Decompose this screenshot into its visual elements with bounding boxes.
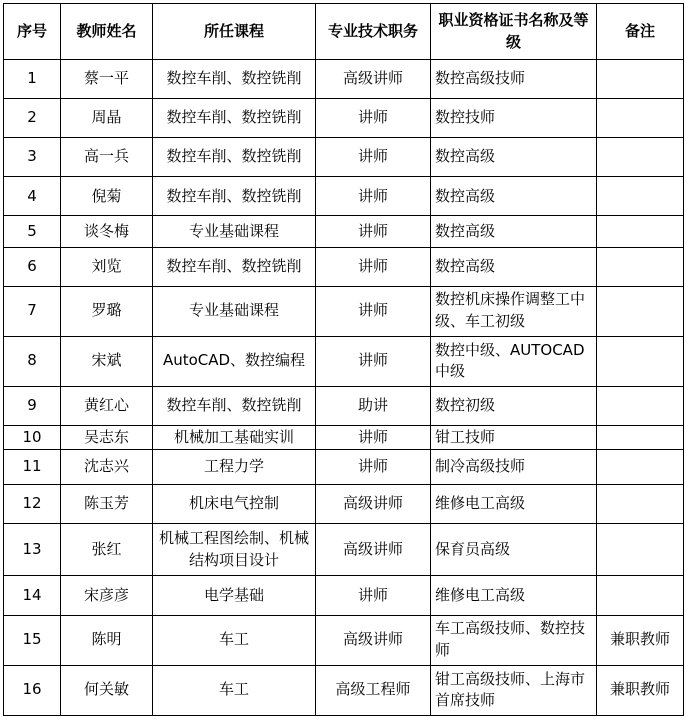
row-name: 高一兵 bbox=[61, 138, 153, 177]
table-row bbox=[4, 426, 684, 450]
row-title: 讲师 bbox=[316, 576, 431, 615]
row-title: 高级讲师 bbox=[316, 524, 431, 576]
table-row bbox=[4, 576, 684, 615]
row-no: 2 bbox=[4, 99, 61, 138]
table-row bbox=[4, 485, 684, 524]
row-no: 3 bbox=[4, 138, 61, 177]
row-course: 数控车削、数控铣削 bbox=[153, 247, 316, 286]
row-remark bbox=[597, 60, 684, 99]
table-row bbox=[4, 336, 684, 386]
row-cert: 保育员高级 bbox=[431, 524, 597, 576]
row-course: 机械工程图绘制、机械结构项目设计 bbox=[153, 524, 316, 576]
row-title: 高级讲师 bbox=[316, 615, 431, 665]
row-no: 4 bbox=[4, 177, 61, 216]
row-course: 工程力学 bbox=[153, 450, 316, 485]
row-remark: 兼职教师 bbox=[597, 615, 684, 665]
row-no: 11 bbox=[4, 450, 61, 485]
row-cert: 车工高级技师、数控技师 bbox=[431, 615, 597, 665]
row-title: 讲师 bbox=[316, 247, 431, 286]
row-title: 讲师 bbox=[316, 138, 431, 177]
table-row bbox=[4, 524, 684, 576]
row-name: 宋彦彦 bbox=[61, 576, 153, 615]
row-title: 助讲 bbox=[316, 386, 431, 425]
row-course: 数控车削、数控铣削 bbox=[153, 60, 316, 99]
row-remark bbox=[597, 485, 684, 524]
row-no: 15 bbox=[4, 615, 61, 665]
table-row bbox=[4, 247, 684, 286]
row-no: 9 bbox=[4, 386, 61, 425]
row-name: 刘览 bbox=[61, 247, 153, 286]
header-course: 所任课程 bbox=[153, 4, 316, 60]
row-course: 车工 bbox=[153, 615, 316, 665]
row-cert: 数控技师 bbox=[431, 99, 597, 138]
row-name: 沈志兴 bbox=[61, 450, 153, 485]
row-name: 陈玉芳 bbox=[61, 485, 153, 524]
row-title: 讲师 bbox=[316, 426, 431, 450]
row-course: 电学基础 bbox=[153, 576, 316, 615]
row-no: 5 bbox=[4, 216, 61, 247]
row-cert: 数控中级、AUTOCAD中级 bbox=[431, 336, 597, 386]
header-cert: 职业资格证书名称及等级 bbox=[431, 4, 597, 60]
row-no: 1 bbox=[4, 60, 61, 99]
row-name: 黄红心 bbox=[61, 386, 153, 425]
row-cert: 数控高级 bbox=[431, 216, 597, 247]
table-row bbox=[4, 450, 684, 485]
row-course: 机械加工基础实训 bbox=[153, 426, 316, 450]
row-cert: 数控高级 bbox=[431, 138, 597, 177]
row-no: 6 bbox=[4, 247, 61, 286]
header-no: 序号 bbox=[4, 4, 61, 60]
row-cert: 钳工高级技师、上海市首席技师 bbox=[431, 665, 597, 715]
table-row bbox=[4, 177, 684, 216]
row-no: 7 bbox=[4, 286, 61, 336]
row-name: 蔡一平 bbox=[61, 60, 153, 99]
row-remark bbox=[597, 247, 684, 286]
row-remark bbox=[597, 524, 684, 576]
row-title: 讲师 bbox=[316, 216, 431, 247]
row-course: 数控车削、数控铣削 bbox=[153, 99, 316, 138]
row-title: 高级讲师 bbox=[316, 60, 431, 99]
row-course: 数控车削、数控铣削 bbox=[153, 386, 316, 425]
row-no: 10 bbox=[4, 426, 61, 450]
header-name: 教师姓名 bbox=[61, 4, 153, 60]
table-row bbox=[4, 99, 684, 138]
row-course: 专业基础课程 bbox=[153, 286, 316, 336]
row-remark bbox=[597, 386, 684, 425]
row-cert: 维修电工高级 bbox=[431, 576, 597, 615]
header-row bbox=[4, 4, 684, 60]
row-cert: 制冷高级技师 bbox=[431, 450, 597, 485]
row-title: 讲师 bbox=[316, 286, 431, 336]
row-course: 车工 bbox=[153, 665, 316, 715]
table-row bbox=[4, 138, 684, 177]
row-no: 8 bbox=[4, 336, 61, 386]
row-name: 宋斌 bbox=[61, 336, 153, 386]
row-name: 倪菊 bbox=[61, 177, 153, 216]
row-cert: 数控机床操作调整工中级、车工初级 bbox=[431, 286, 597, 336]
row-cert: 维修电工高级 bbox=[431, 485, 597, 524]
row-course: 机床电气控制 bbox=[153, 485, 316, 524]
row-name: 罗璐 bbox=[61, 286, 153, 336]
row-title: 讲师 bbox=[316, 99, 431, 138]
row-name: 陈明 bbox=[61, 615, 153, 665]
teacher-table bbox=[3, 3, 684, 716]
row-title: 讲师 bbox=[316, 450, 431, 485]
header-remark: 备注 bbox=[597, 4, 684, 60]
row-name: 谈冬梅 bbox=[61, 216, 153, 247]
row-title: 高级工程师 bbox=[316, 665, 431, 715]
row-remark bbox=[597, 450, 684, 485]
row-remark bbox=[597, 138, 684, 177]
row-no: 12 bbox=[4, 485, 61, 524]
row-title: 高级讲师 bbox=[316, 485, 431, 524]
row-remark bbox=[597, 99, 684, 138]
row-course: AutoCAD、数控编程 bbox=[153, 336, 316, 386]
row-cert: 钳工技师 bbox=[431, 426, 597, 450]
row-cert: 数控高级 bbox=[431, 247, 597, 286]
row-remark bbox=[597, 426, 684, 450]
table-row bbox=[4, 615, 684, 665]
row-name: 何关敏 bbox=[61, 665, 153, 715]
row-remark bbox=[597, 216, 684, 247]
row-course: 数控车削、数控铣削 bbox=[153, 177, 316, 216]
row-name: 周晶 bbox=[61, 99, 153, 138]
row-course: 专业基础课程 bbox=[153, 216, 316, 247]
row-course: 数控车削、数控铣削 bbox=[153, 138, 316, 177]
row-remark bbox=[597, 576, 684, 615]
row-cert: 数控高级技师 bbox=[431, 60, 597, 99]
table-row bbox=[4, 286, 684, 336]
row-name: 张红 bbox=[61, 524, 153, 576]
row-no: 14 bbox=[4, 576, 61, 615]
table-row bbox=[4, 386, 684, 425]
row-no: 13 bbox=[4, 524, 61, 576]
row-title: 讲师 bbox=[316, 177, 431, 216]
table-row bbox=[4, 60, 684, 99]
row-remark: 兼职教师 bbox=[597, 665, 684, 715]
table-row bbox=[4, 665, 684, 715]
row-remark bbox=[597, 286, 684, 336]
row-remark bbox=[597, 336, 684, 386]
row-title: 讲师 bbox=[316, 336, 431, 386]
row-cert: 数控高级 bbox=[431, 177, 597, 216]
row-cert: 数控初级 bbox=[431, 386, 597, 425]
row-remark bbox=[597, 177, 684, 216]
row-name: 吴志东 bbox=[61, 426, 153, 450]
table-row bbox=[4, 216, 684, 247]
header-title: 专业技术职务 bbox=[316, 4, 431, 60]
row-no: 16 bbox=[4, 665, 61, 715]
